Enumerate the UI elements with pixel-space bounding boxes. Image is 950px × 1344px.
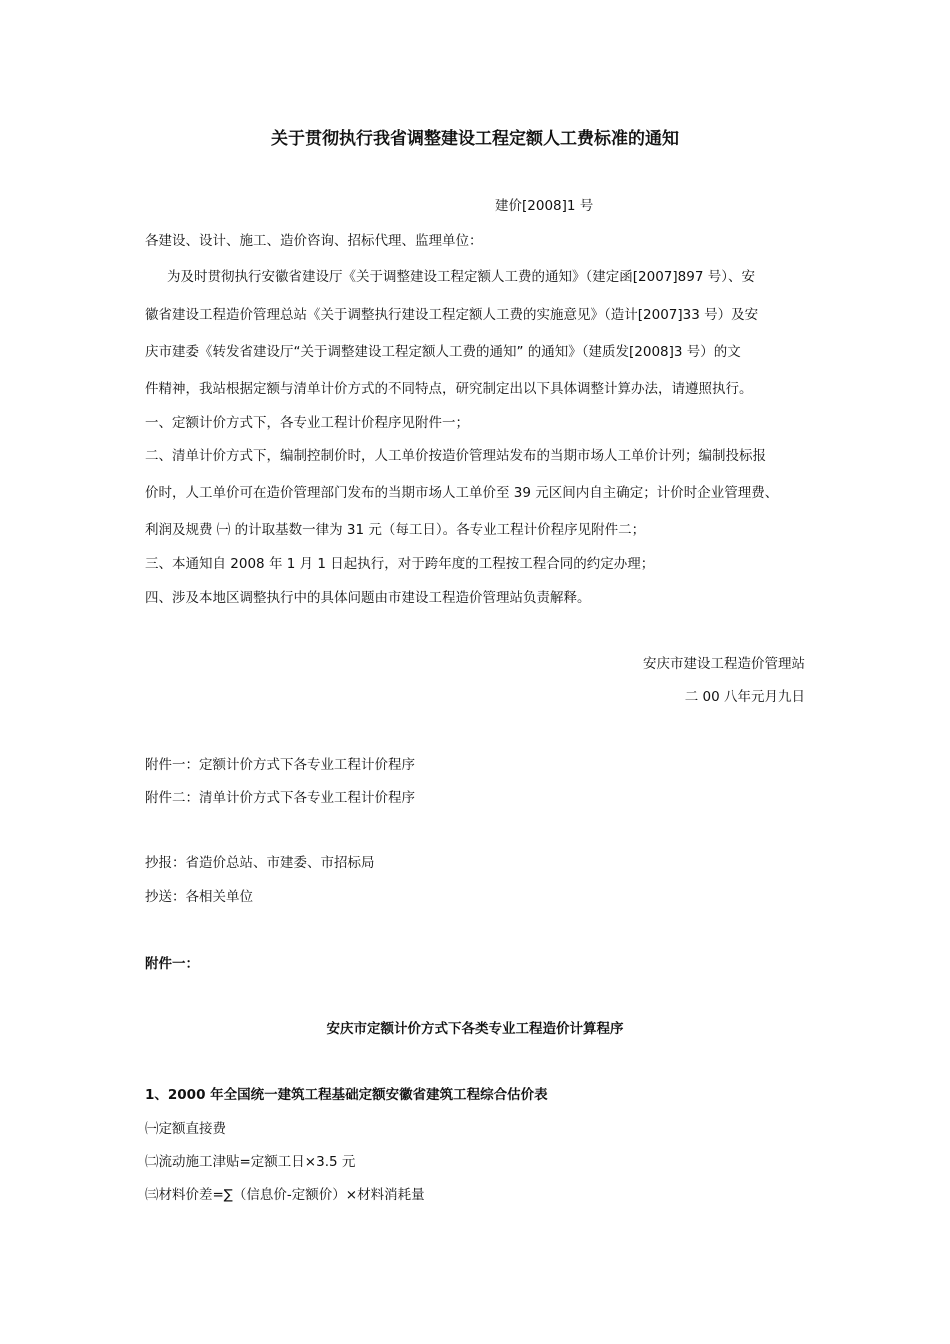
attachment-2: 附件二：清单计价方式下各专业工程计价程序	[145, 790, 415, 806]
signature-org: 安庆市建设工程造价管理站	[643, 656, 805, 672]
item-1: 一、定额计价方式下，各专业工程计价程序见附件一；	[145, 415, 469, 431]
intro-line-1: 为及时贯彻执行安徽省建设厅《关于调整建设工程定额人工费的通知》（建定函[2007]897 号）、安	[167, 269, 755, 285]
attachment-1: 附件一：定额计价方式下各专业工程计价程序	[145, 757, 415, 773]
section-item-2: ㈡流动施工津贴=定额工日×3.5 元	[145, 1154, 356, 1170]
signature-date: 二 00 八年元月九日	[684, 689, 805, 705]
item-2-line-2: 价时，人工单价可在造价管理部门发布的当期市场人工单价至 39 元区间内自主确定；计价时企业管理费、	[145, 485, 779, 501]
appendix-label: 附件一：	[145, 956, 199, 972]
addressee: 各建设、设计、施工、造价咨询、招标代理、监理单位：	[145, 233, 483, 249]
document-number: 建价[2008]1 号	[495, 198, 594, 214]
appendix-title: 安庆市定额计价方式下各类专业工程造价计算程序	[326, 1021, 624, 1037]
intro-line-4: 件精神，我站根据定额与清单计价方式的不同特点，研究制定出以下具体调整计算办法，请遵照执行。	[145, 381, 753, 397]
item-2-line-3: 利润及规费 ㈠ 的计取基数一律为 31 元（每工日）。各专业工程计价程序见附件二；	[145, 522, 646, 538]
item-4: 四、涉及本地区调整执行中的具体问题由市建设工程造价管理站负责解释。	[145, 590, 591, 606]
section-item-1: ㈠定额直接费	[145, 1121, 226, 1137]
intro-line-2: 徽省建设工程造价管理总站《关于调整执行建设工程定额人工费的实施意见》（造计[2007]33 号）及安	[145, 307, 759, 323]
document-title: 关于贯彻执行我省调整建设工程定额人工费标准的通知	[271, 129, 679, 149]
intro-line-3: 庆市建委《转发省建设厅“关于调整建设工程定额人工费的通知” 的通知》（建质发[2008]3 号）的文	[145, 344, 741, 360]
section-item-3: ㈢材料价差=∑（信息价-定额价）×材料消耗量	[145, 1187, 425, 1203]
copy-report: 抄报：省造价总站、市建委、市招标局	[145, 855, 375, 871]
section-heading: 1、2000 年全国统一建筑工程基础定额安徽省建筑工程综合估价表	[145, 1087, 548, 1103]
item-3: 三、本通知自 2008 年 1 月 1 日起执行，对于跨年度的工程按工程合同的约定办理；	[145, 556, 655, 572]
copy-send: 抄送：各相关单位	[145, 889, 253, 905]
item-2-line-1: 二、清单计价方式下，编制控制价时，人工单价按造价管理站发布的当期市场人工单价计列；编制投标报	[145, 448, 766, 464]
